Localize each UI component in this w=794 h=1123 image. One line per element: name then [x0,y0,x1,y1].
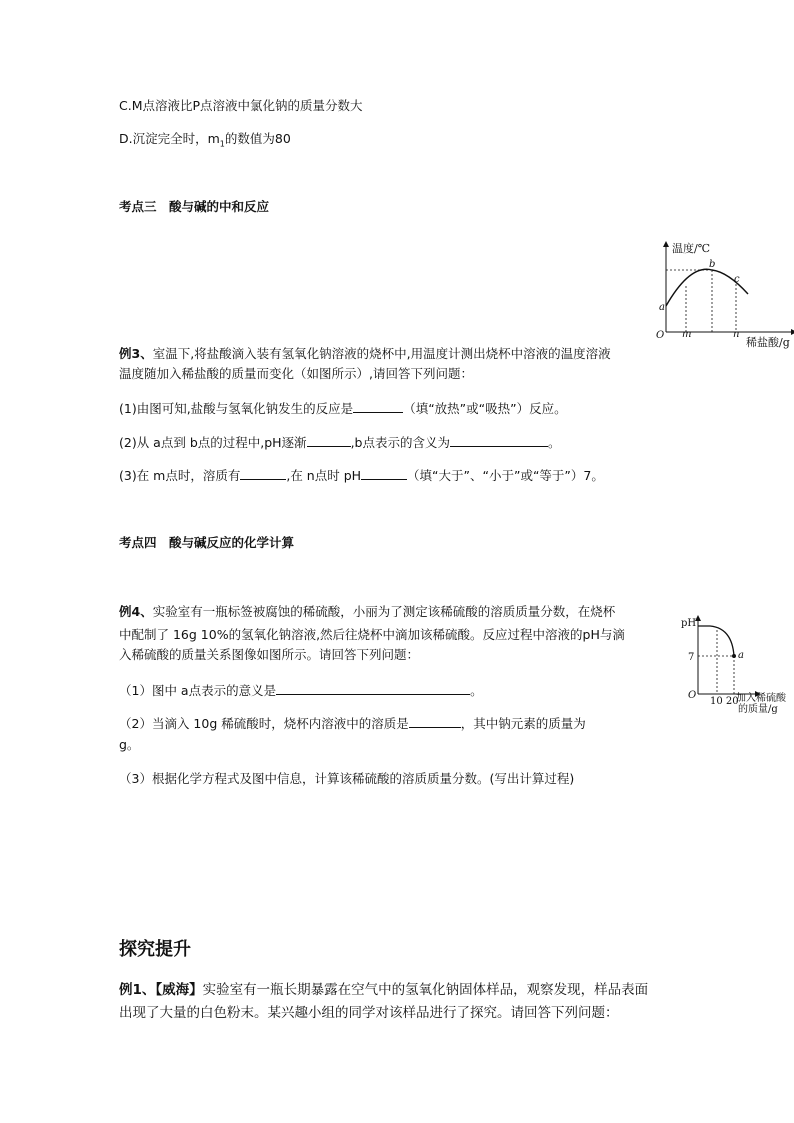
question-4-2-tail: g。 [119,737,140,752]
answer-blank[interactable] [361,467,407,480]
example-4-line-1: 例4、实验室有一瓶标签被腐蚀的稀硫酸，小丽为了测定该稀硫酸的溶质质量分数，在烧杯 [119,604,616,619]
x-axis-label-1: 加入稀硫酸 [736,693,786,704]
section-heading-3: 考点三 酸与碱的中和反应 [119,199,270,214]
question-3-1: (1)由图可知,盐酸与氢氧化钠发生的反应是 （填“放热”或“吸热”）反应。 [119,401,567,416]
answer-blank[interactable] [353,400,403,413]
point-b-label: b [709,259,716,270]
point-a-label: a [738,650,744,661]
y-axis-label: pH [681,618,697,629]
tick-n-label: n [733,329,740,340]
question-4-2: （2）当滴入 10g 稀硫酸时，烧杯内溶液中的溶质是 ，其中钠元素的质量为 [119,716,586,731]
point-a [732,654,736,658]
explore-heading: 探究提升 [119,939,191,960]
example-4-line-2: 中配制了 16g 10%的氢氧化钠溶液,然后往烧杯中滴加该稀硫酸。反应过程中溶液的pH与滴 [119,627,625,642]
temperature-chart [650,238,794,350]
explore-line-2: 出现了大量的白色粉末。某兴趣小组的同学对该样品进行了探究。请回答下列问题： [119,1005,619,1021]
question-3-2: (2)从 a点到 b点的过程中,pH逐渐 ,b点表示的含义为 。 [119,435,561,450]
question-3-3: (3)在 m点时，溶质有 ,在 n点时 pH （填“大于”、“小于”或“等于”）7。 [119,468,604,483]
question-4-1: （1）图中 a点表示的意义是 。 [119,683,483,698]
x-tick-labels: 10 20 [710,696,739,707]
tick-m-label: m [682,329,692,340]
example-3-line-1: 例3、室温下,将盐酸滴入装有氢氧化钠溶液的烧杯中,用温度计测出烧杯中溶液的温度溶液 [119,346,611,361]
ph-chart [676,612,790,718]
point-a-label: a [659,302,665,313]
answer-blank[interactable] [276,682,470,695]
option-c: C.M点溶液比P点溶液中氯化钠的质量分数大 [119,98,363,113]
x-axis-label: 稀盐酸/g [746,336,790,349]
question-4-3: （3）根据化学方程式及图中信息，计算该稀硫酸的溶质质量分数。(写出计算过程) [119,771,575,786]
origin-label: O [656,330,665,341]
answer-blank[interactable] [450,434,548,447]
answer-blank[interactable] [409,715,461,728]
answer-blank[interactable] [240,467,286,480]
point-c-label: c [734,274,740,285]
example-4-line-3: 入稀硫酸的质量关系图像如图所示。请回答下列问题： [119,647,420,662]
y-tick-7: 7 [688,652,695,663]
section-heading-4: 考点四 酸与碱反应的化学计算 [119,535,295,550]
y-axis-label: 温度/℃ [672,242,711,255]
example-3-line-2: 温度随加入稀盐酸的质量而变化（如图所示）,请回答下列问题： [119,366,473,381]
origin-label: O [688,690,697,701]
option-d: D.沉淀完全时，$m_1$的数值为80 [119,131,291,149]
x-axis-label-2: 的质量/g [738,704,778,715]
explore-line-1: 例1、【威海】实验室有一瓶长期暴露在空气中的氢氧化钠固体样品，观察发现，样品表面 [119,982,649,998]
ph-curve [698,626,734,656]
answer-blank[interactable] [307,434,351,447]
